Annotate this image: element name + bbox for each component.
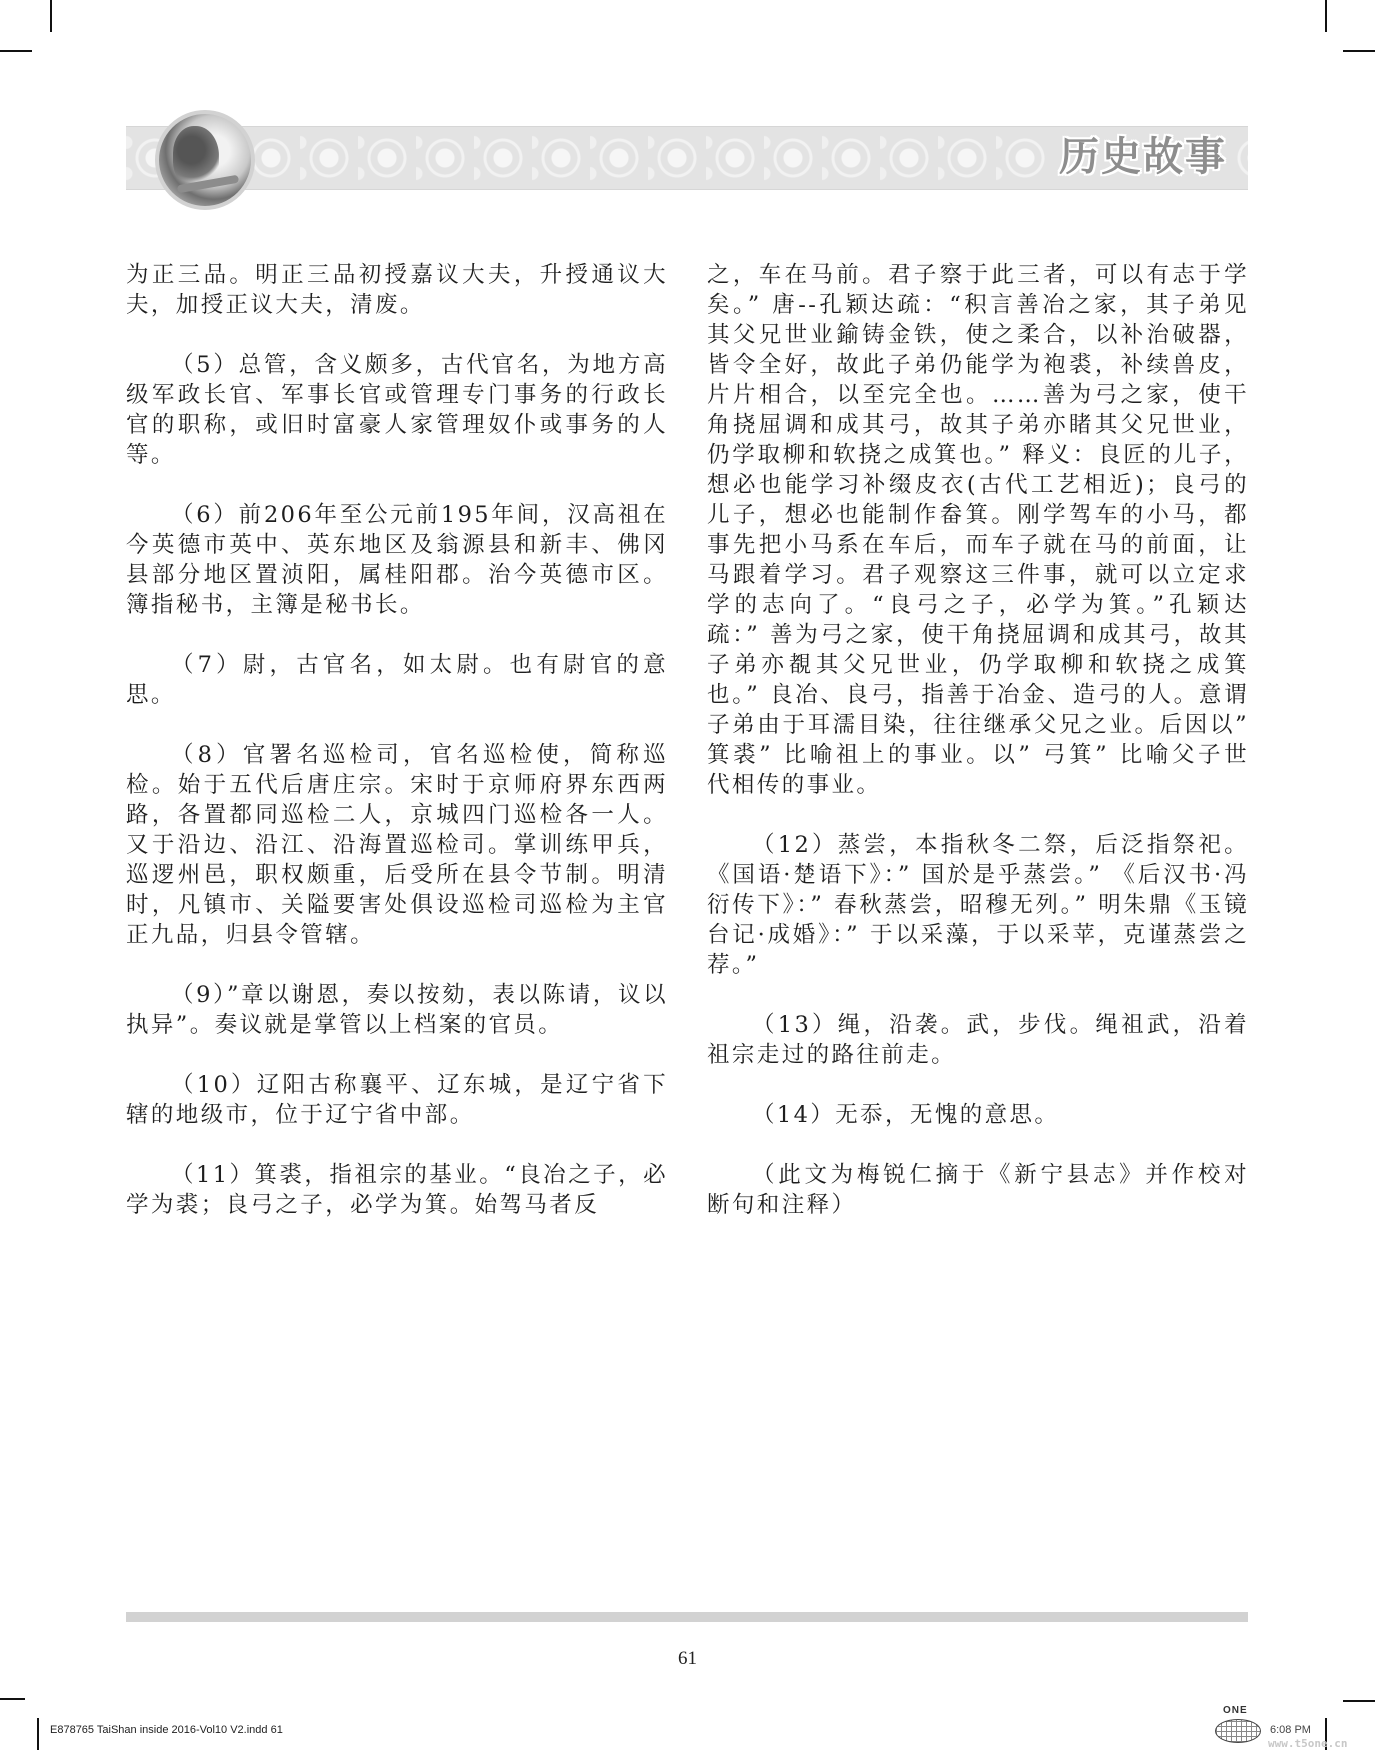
crop-mark-top-right-horizontal [1343, 50, 1375, 52]
section-title: 历史故事 [1051, 130, 1235, 184]
footer-bar [126, 1612, 1248, 1622]
one-globe-logo-icon [1215, 1705, 1265, 1745]
crop-mark-bottom-left-horizontal [0, 1698, 25, 1700]
note-12: （12）蒸尝，本指秋冬二祭，后泛指祭祀。《国语·楚语下》：” 国於是乎蒸尝。” 《后汉书·冯衍传下》：” 春秋蒸尝，昭穆无列。” 明朱鼎《玉镜台记·成婚》：” 于以采藻，于以采苹，克谨蒸尝之荐。” [707, 832, 1249, 978]
watermark: www.t5one.cn [1268, 1737, 1348, 1750]
crop-mark-bottom-left-vertical [37, 1718, 39, 1750]
note-6: （6）前206年至公元前195年间，汉高祖在今英德市英中、英东地区及翁源县和新丰、佛冈县部分地区置浈阳，属桂阳郡。治今英德市区。簿指秘书，主簿是秘书长。 [126, 502, 668, 618]
note-11: （11）箕裘，指祖宗的基业。“良冶之子，必学为裘；良弓之子，必学为箕。始驾马者反 [126, 1162, 668, 1218]
crop-mark-top-left-horizontal [0, 50, 32, 52]
paragraph: 为正三品。明正三品初授嘉议大夫，升授通议大夫，加授正议大夫，清废。 [126, 262, 668, 318]
landscape-photo-icon [155, 110, 255, 210]
crop-mark-top-right-vertical [1325, 0, 1327, 32]
note-13: （13）绳，沿袭。武，步伐。绳祖武，沿着祖宗走过的路往前走。 [707, 1012, 1249, 1068]
note-11-continued: 之，车在马前。君子察于此三者，可以有志于学矣。” 唐--孔颖达疏：“积言善冶之家，其子弟见其父兄世业鍮铸金铁，使之柔合，以补治破器，皆令全好，故此子弟仍能学为袍裘，补续兽皮，片片相合，以至完全也。……善为弓之家，使干角挠屈调和成其弓，故其子弟亦睹其父兄世业，仍学取柳和软挠之成箕也。” 释义：良匠的儿子，想必也能学习补缀皮衣(古代工艺相近)；良弓的儿子，想必也能制作畚箕。刚学驾车的小马，都事先把小马系在车后，而车子就在马的前面，让马跟着学习。君子观察这三件事，就可以立定求学的志向了。“良弓之子，必学为箕。”孔颖达疏：” 善为弓之家，使干角挠屈调和成其弓，故其子弟亦覩其父兄世业，仍学取柳和软挠之成箕也。” 良冶、良弓，指善于冶金、造弓的人。意谓子弟由于耳濡目染，往往继承父兄之业。后因以” 箕裘” 比喻祖上的事业。以” 弓箕” 比喻父子世代相传的事业。 [707, 262, 1259, 798]
note-9: （9）”章以谢恩，奏以按劾，表以陈请，议以执异”。奏议就是掌管以上档案的官员。 [126, 982, 668, 1038]
note-14: （14）无忝，无愧的意思。 [752, 1102, 1060, 1128]
print-slug: E878765 TaiShan inside 2016-Vol10 V2.indd 61 [50, 1724, 283, 1736]
print-time: 6:08 PM [1270, 1724, 1311, 1736]
note-10: （10）辽阳古称襄平、辽东城，是辽宁省下辖的地级市，位于辽宁省中部。 [126, 1072, 668, 1128]
right-column [707, 260, 1259, 1250]
left-column [126, 260, 668, 1250]
page-number: 61 [678, 1648, 697, 1669]
logo-text: ONE [1223, 1705, 1248, 1716]
globe-icon [1215, 1719, 1261, 1743]
note-5: （5）总管，含义颇多，古代官名，为地方高级军政长官、军事长官或管理专门事务的行政长官的职称，或旧时富豪人家管理奴仆或事务的人等。 [126, 352, 668, 468]
crop-mark-top-left-vertical [50, 0, 52, 32]
crop-mark-bottom-right-horizontal [1343, 1700, 1375, 1702]
note-8: （8）官署名巡检司，官名巡检使，简称巡检。始于五代后唐庄宗。宋时于京师府界东西两路，各置都同巡检二人，京城四门巡检各一人。又于沿边、沿江、沿海置巡检司。掌训练甲兵，巡逻州邑，职权颇重，后受所在县令节制。明清时，凡镇市、关隘要害处俱设巡检司巡检为主官正九品，归县令管辖。 [126, 742, 668, 948]
tree-shape [173, 126, 219, 186]
note-7: （7）尉，古官名，如太尉。也有尉官的意思。 [126, 652, 668, 708]
source-note: （此文为梅锐仁摘于《新宁县志》并作校对断句和注释） [707, 1162, 1249, 1218]
